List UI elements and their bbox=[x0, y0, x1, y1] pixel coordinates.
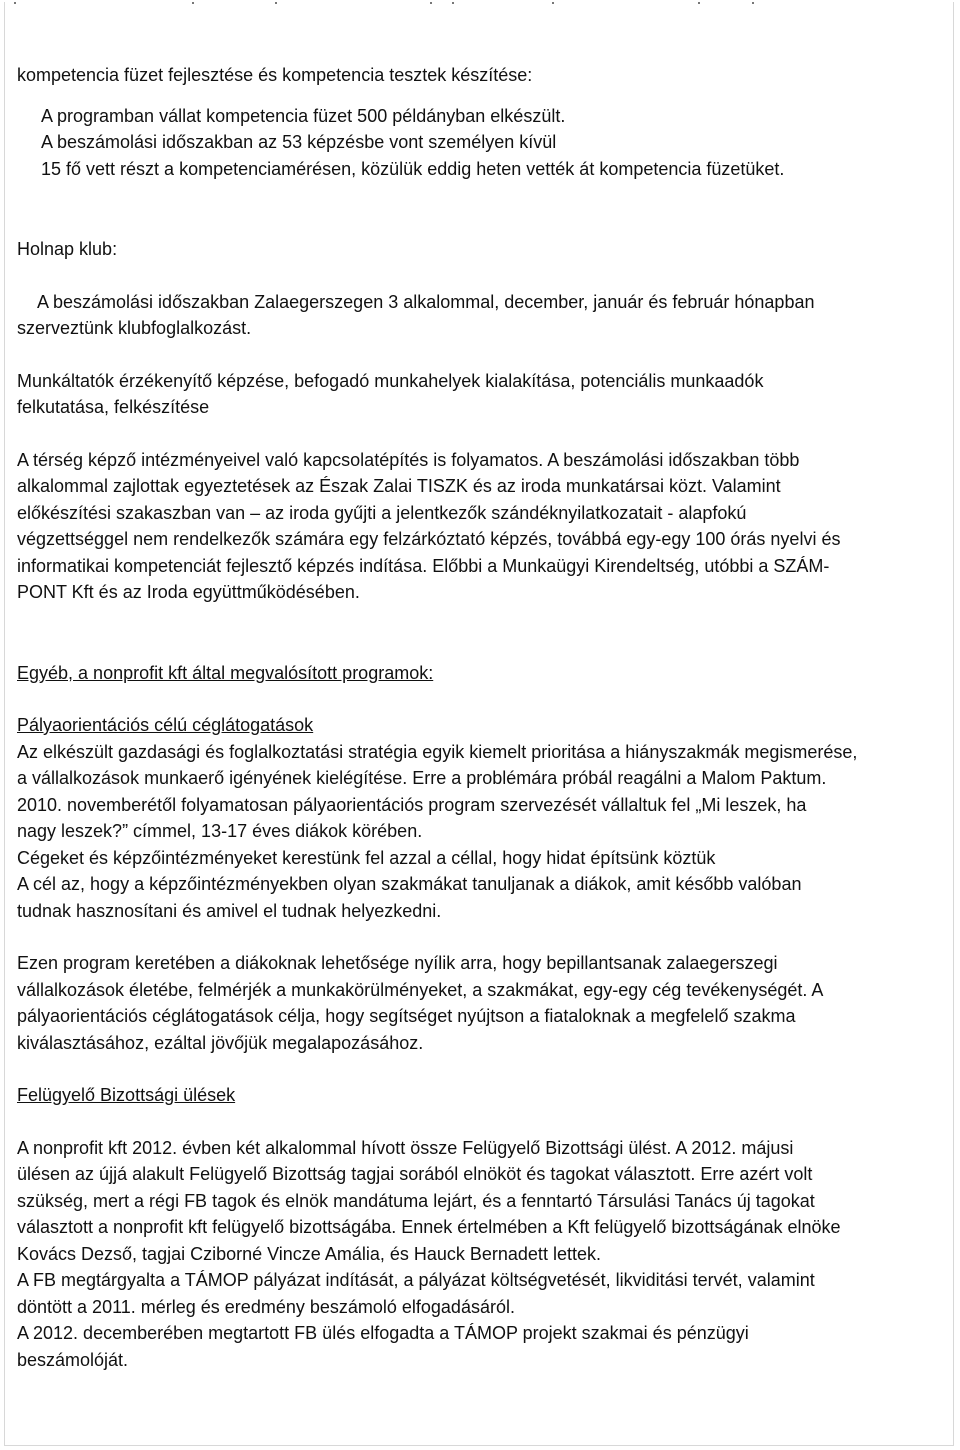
munkaltatok-heading-1: Munkáltatók érzékenyítő képzése, befogadó munkahelyek kialakítása, potenciális munkaadók bbox=[17, 370, 764, 391]
munkaltatok-line: alkalommal zajlottak egyeztetések az Észak Zalai TISZK és az iroda munkatársai közt. Valamint bbox=[17, 476, 781, 496]
munkaltatok-heading-2: felkutatása, felkészítése bbox=[17, 397, 210, 417]
top-edge-marks bbox=[0, 0, 960, 8]
munkaltatok-line: végzettséggel nem rendelkezők számára egy felzárkóztató képzés, továbbá egy-egy 100 órás nyelvi és bbox=[17, 529, 841, 549]
palya-line: 2010. novemberétől folyamatosan pályaorientációs program szervezését vállaltuk fel „Mi leszek, ha bbox=[17, 794, 807, 815]
fb-line: döntött a 2011. mérleg és eredmény beszámoló elfogadásáról. bbox=[17, 1296, 515, 1317]
kompetencia-heading: kompetencia füzet fejlesztése és kompetencia tesztek készítése: bbox=[17, 65, 533, 85]
munkaltatok-line: PONT Kft és az Iroda együttműködésében. bbox=[17, 582, 360, 602]
egyeb-heading: Egyéb, a nonprofit kft által megvalósított programok: bbox=[17, 662, 434, 683]
document-body bbox=[17, 62, 937, 1373]
fb-line: szükség, mert a régi FB tagok és elnök mandátuma lejárt, és a fenntartó Társulási Tanács új tagokat bbox=[17, 1190, 815, 1211]
holnap-line-1: A beszámolási időszakban Zalaegerszegen 3 alkalommal, december, január és február hónapban bbox=[37, 291, 815, 312]
fb-line: Kovács Dezső, tagjai Cziborné Vincze Amália, és Hauck Bernadett lettek. bbox=[17, 1243, 601, 1264]
kompetencia-line-2: A beszámolási időszakban az 53 képzésbe vont személyen kívül bbox=[41, 132, 557, 152]
fb-line: A nonprofit kft 2012. évben két alkalommal hívott össze Felügyelő Bizottsági ülést. A 2012. májusi bbox=[17, 1137, 794, 1158]
fb-line: A 2012. decemberében megtartott FB ülés elfogadta a TÁMOP projekt szakmai és pénzügyi bbox=[17, 1323, 749, 1343]
palya-line: Az elkészült gazdasági és foglalkoztatási stratégia egyik kiemelt prioritása a hiányszakmák megismerése, bbox=[17, 741, 858, 762]
palya-heading: Pályaorientációs célú céglátogatások bbox=[17, 715, 314, 735]
palya-line: Cégeket és képzőintézményeket kerestünk fel azzal a céllal, hogy hidat építsünk köztük bbox=[17, 847, 716, 868]
fb-heading: Felügyelő Bizottsági ülések bbox=[17, 1085, 236, 1105]
palya-line: pályaorientációs céglátogatások célja, hogy segítséget nyújtson a fiataloknak a megfelelő szakma bbox=[17, 1006, 796, 1026]
fb-line: választott a nonprofit kft felügyelő bizottságába. Ennek értelmében a Kft felügyelő bizottságának elnöke bbox=[17, 1217, 841, 1237]
palya-line: a vállalkozások munkaerő igényének kielégítése. Erre a problémára próbál reagálni a Malom Paktum. bbox=[17, 768, 827, 788]
palya-line: tudnak hasznosítani és amivel el tudnak helyezkedni. bbox=[17, 900, 442, 921]
kompetencia-line-3: 15 fő vett részt a kompetenciamérésen, közülük eddig heten vették át kompetencia füzetüket. bbox=[41, 158, 785, 179]
munkaltatok-line: előkészítési szakaszban van – az iroda gyűjti a jelentkezők szándéknyilatkozatait - alapfokú bbox=[17, 502, 747, 523]
palya-line: kiválasztásához, ezáltal jövőjük megalapozásához. bbox=[17, 1032, 424, 1053]
palya-line: nagy leszek?” címmel, 13-17 éves diákok körében. bbox=[17, 821, 423, 841]
palya-line: vállalkozások életébe, felmérjék a munkakörülményeket, a szakmákat, egy-egy cég tevékenységét. A bbox=[17, 979, 824, 1000]
munkaltatok-line: A térség képző intézményeivel való kapcsolatépítés is folyamatos. A beszámolási időszakban több bbox=[17, 449, 800, 470]
kompetencia-line-1: A programban vállat kompetencia füzet 500 példányban elkészült. bbox=[41, 105, 566, 126]
munkaltatok-line: informatikai kompetenciát fejlesztő képzés indítása. Előbbi a Munkaügyi Kirendeltség, utóbbi a SZÁM- bbox=[17, 555, 830, 576]
holnap-line-2: szerveztünk klubfoglalkozást. bbox=[17, 318, 252, 338]
palya-line: Ezen program keretében a diákoknak lehetősége nyílik arra, hogy bepillantsanak zalaegerszegi bbox=[17, 953, 778, 973]
fb-line: A FB megtárgyalta a TÁMOP pályázat indítását, a pályázat költségvetését, likviditási tervét, valamint bbox=[17, 1270, 815, 1290]
palya-line: A cél az, hogy a képzőintézményekben olyan szakmákat tanuljanak a diákok, amit később valóban bbox=[17, 874, 802, 894]
holnap-heading: Holnap klub: bbox=[17, 239, 118, 259]
fb-line: ülésen az újjá alakult Felügyelő Bizottság tagjai sorából elnököt és tagokat választott. Erre azért volt bbox=[17, 1164, 813, 1184]
fb-line: beszámolóját. bbox=[17, 1349, 129, 1370]
